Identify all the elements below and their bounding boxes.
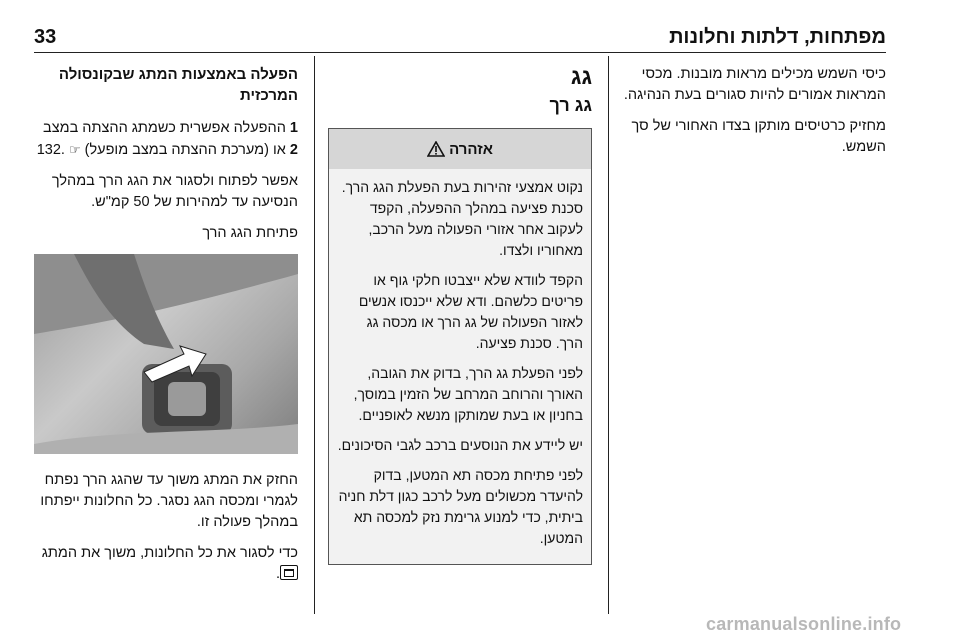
warning-header <box>329 129 591 169</box>
subsection-title: גג רך <box>549 95 592 115</box>
warning-paragraph: הקפד לוודא שלא ייצבטו חלקי גוף או פריטים כלשהם. ודא שלא ייכנסו אנשים לאזור הפעולה של גג הרך או מכסה גג הרך. סכנת פציעה. <box>358 272 583 351</box>
warning-paragraph: לפני הפעלת גג הרך, בדוק את הגובה, האורך והרוחב המרחב של הזמין במוסך, בחניון או בעת שמותקן מנשא לאופניים. <box>353 365 583 423</box>
running-title: מפתחות, דלתות וחלונות <box>669 26 886 48</box>
warning-paragraph: נקוט אמצעי זהירות בעת הפעלת הגג הרך. סכנת פציעה במהלך ההפעלה, הקפד לעקוב אחר אזורי הפעולה מעל הרכב, מאחוריו ולצדו. <box>341 179 583 258</box>
roof-window-icon <box>280 565 298 580</box>
right-column <box>618 64 886 168</box>
paragraph: כדי לסגור את כל החלונות, משוך את המתג . <box>41 545 298 582</box>
watermark: carmanualsonline.info <box>706 614 902 634</box>
middle-column <box>328 64 592 565</box>
soft-top-switch-photo <box>34 254 298 454</box>
paragraph: כיסי השמש מכילים מראות מובנות. מכסי המראות אמורים להיות סגורים בעת הנהיגה. <box>623 66 886 103</box>
left-column <box>34 64 298 595</box>
warning-body <box>329 169 591 564</box>
paragraph: אפשר לפתוח ולסגור את הגג הרך במהלך הנסיעה עד למהירות של 50 קמ"ש. <box>51 173 298 210</box>
page-header <box>34 22 886 53</box>
warning-triangle-icon <box>427 141 445 157</box>
warning-box <box>328 128 592 565</box>
position-number: 2 <box>289 142 298 158</box>
paragraph: 1 ההפעלה אפשרית כשמתג ההצתה במצב 2 או (מערכת ההצתה במצב מופעל) ☞ .132 <box>36 120 298 158</box>
section-title: גג <box>570 64 592 89</box>
subheading: פתיחת הגג הרך <box>202 225 298 241</box>
column-divider-left <box>314 56 315 614</box>
page-number: 33 <box>34 26 57 48</box>
warning-paragraph: יש ליידע את הנוסעים ברכב לגבי הסיכונים. <box>337 437 583 453</box>
column-divider-right <box>608 56 609 614</box>
warning-paragraph: לפני פתיחת מכסה תא המטען, בדוק להיעדר מכשולים מעל לרכב כגון דלת חניה ביתית, כדי למנוע גרימת נזק למכסה תא המטען. <box>338 467 583 546</box>
position-number: 1 <box>289 120 298 136</box>
subsection-title: הפעלה באמצעות המתג שבקונסולה המרכזית <box>58 66 298 104</box>
page-reference-icon: ☞ <box>68 142 81 157</box>
paragraph: החזק את המתג משוך עד שהגג הרך נפתח לגמרי ומכסה הגג נסגר. כל החלונות ייפתחו במהלך פעולה זו. <box>40 472 298 530</box>
warning-title: אזהרה <box>449 140 493 158</box>
paragraph: מחזיק כרטיסים מותקן בצדו האחורי של סך השמש. <box>631 118 886 155</box>
